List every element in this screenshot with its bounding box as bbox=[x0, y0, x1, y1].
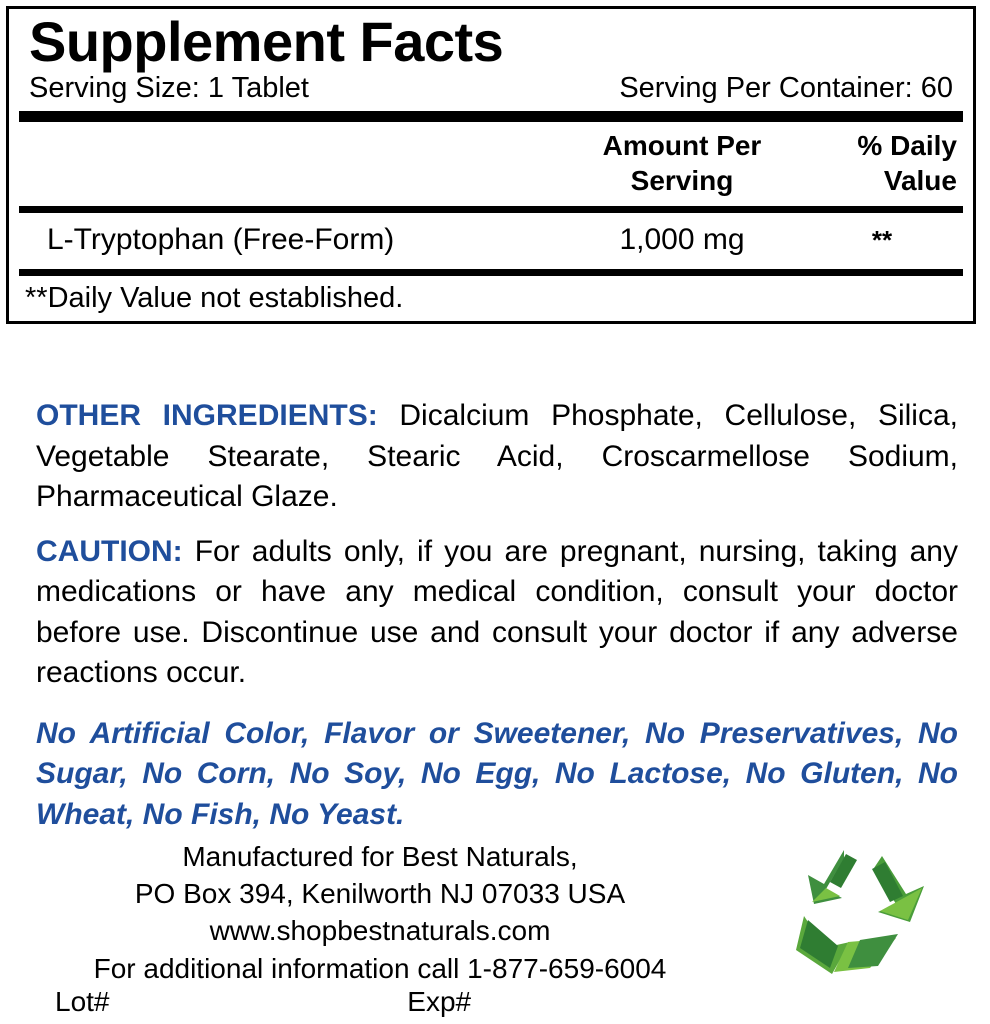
column-header-amount-line2: Serving bbox=[630, 165, 734, 197]
label-body-copy bbox=[36, 396, 958, 835]
table-row bbox=[19, 213, 963, 269]
recycle-icon bbox=[786, 842, 936, 982]
footer-manufacturer: Manufactured for Best Naturals, bbox=[182, 841, 578, 872]
column-header-dv-line1: % Daily bbox=[857, 130, 957, 162]
lot-exp-row bbox=[55, 986, 755, 1018]
serving-per-container: Serving Per Container: 60 bbox=[619, 72, 953, 105]
daily-value-footnote: **Daily Value not established. bbox=[25, 282, 404, 315]
caution-label: CAUTION: bbox=[36, 534, 183, 568]
caution-text: For adults only, if you are pregnant, nursing, taking any medications or have any medical condition, consult your doctor before use. Discontinue use and consult your doctor if any adverse reactions occur. bbox=[36, 534, 958, 689]
column-header-amount bbox=[557, 128, 807, 198]
serving-size: Serving Size: 1 Tablet bbox=[29, 72, 309, 105]
column-header-dv-line2: Value bbox=[883, 165, 957, 197]
nutrient-amount: 1,000 mg bbox=[619, 223, 745, 257]
serving-info-row bbox=[29, 72, 953, 105]
manufacturer-footer bbox=[0, 838, 760, 987]
footer-website[interactable]: www.shopbestnaturals.com bbox=[209, 915, 551, 947]
panel-rule-under-headers bbox=[19, 206, 963, 213]
lot-label: Lot# bbox=[55, 986, 110, 1017]
column-header-amount-line1: Amount Per bbox=[602, 130, 762, 162]
nutrient-name: L-Tryptophan (Free-Form) bbox=[47, 223, 395, 257]
panel-rule-thick-top bbox=[19, 111, 963, 122]
nutrient-daily-value: ** bbox=[871, 224, 893, 255]
supplement-facts-panel bbox=[6, 6, 976, 324]
panel-title: Supplement Facts bbox=[29, 10, 504, 73]
other-ingredients-text: Dicalcium Phosphate, Cellulose, Silica, Vegetable Stearate, Stearic Acid, Croscarmellose Sodium, Pharmaceutical Glaze. bbox=[36, 399, 958, 513]
caution-paragraph bbox=[36, 532, 958, 694]
other-ingredients-label: OTHER INGREDIENTS: bbox=[36, 399, 378, 432]
panel-column-headers bbox=[19, 122, 963, 206]
column-header-daily-value bbox=[807, 128, 963, 198]
other-ingredients-paragraph bbox=[36, 396, 958, 518]
footer-address: PO Box 394, Kenilworth NJ 07033 USA bbox=[134, 878, 626, 910]
exp-label: Exp# bbox=[407, 986, 472, 1017]
footer-phone: For additional information call 1-877-659-6004 bbox=[93, 952, 667, 984]
panel-rule-under-rows bbox=[19, 269, 963, 276]
free-from-claims: No Artificial Color, Flavor or Sweetener, No Preservatives, No Sugar, No Corn, No Soy, No Egg, No Lactose, No Gluten, No Wheat, No Fish, No Yeast. bbox=[36, 716, 958, 831]
